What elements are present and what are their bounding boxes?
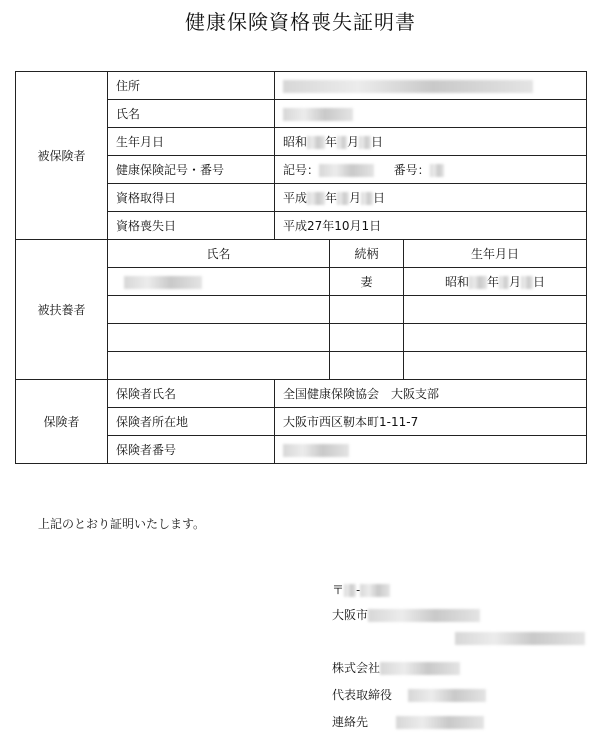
dependent-name [108,268,330,296]
value-name [275,100,587,128]
dependents-header-birth: 生年月日 [404,240,587,268]
document-title: 健康保険資格喪失証明書 [185,10,416,34]
dependents-header-relation: 続柄 [330,240,404,268]
redacted-name [283,108,353,121]
dependent-relation: 妻 [330,268,404,296]
address-line-1: 大阪市 [332,606,480,623]
value-insurer-address: 大阪市西区靭本町1-11-7 [275,408,587,436]
label-loss-date: 資格喪失日 [108,212,275,240]
label-insurer-address: 保険者所在地 [108,408,275,436]
dependent-birth: 昭和 年 月 日 [404,268,587,296]
certificate-table [15,71,587,464]
redacted-insurer-number [283,444,349,457]
value-acquisition-date: 平成 年 月 日 [275,184,587,212]
label-insurer-number: 保険者番号 [108,436,275,464]
value-insurer-number [275,436,587,464]
company-name: 株式会社 [332,659,460,676]
insured-group-label: 被保険者 [16,72,108,240]
label-insurer-name: 保険者氏名 [108,380,275,408]
label-address: 住所 [108,72,275,100]
label-acquisition-date: 資格取得日 [108,184,275,212]
contact: 連絡先 [332,713,484,730]
label-name: 氏名 [108,100,275,128]
label-birthdate: 生年月日 [108,128,275,156]
value-birthdate: 昭和 年 月 日 [275,128,587,156]
dependents-header-name: 氏名 [108,240,330,268]
postal-code: 〒 - [332,581,390,598]
label-insurance-number: 健康保険記号・番号 [108,156,275,184]
value-insurance-number: 記号： 番号： [275,156,587,184]
address-line-2 [455,631,585,645]
value-insurer-name: 全国健康保険協会 大阪支部 [275,380,587,408]
insurer-group-label: 保険者 [16,380,108,464]
representative: 代表取締役 [332,686,486,703]
redacted-dependent-name [124,276,202,289]
redacted-address [283,80,533,93]
dependents-group-label: 被扶養者 [16,240,108,380]
value-loss-date: 平成27年10月1日 [275,212,587,240]
certification-note: 上記のとおり証明いたします。 [38,517,206,531]
value-address [275,72,587,100]
